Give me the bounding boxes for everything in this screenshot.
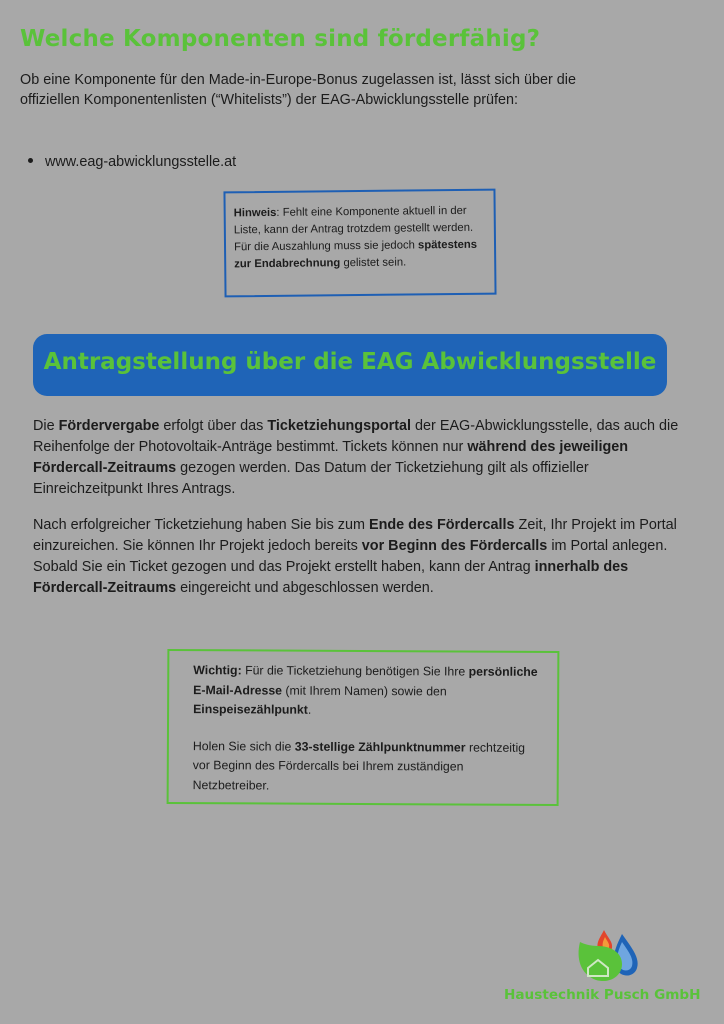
page-heading: Welche Komponenten sind förderfähig? [20,26,541,52]
important-box [167,649,560,806]
banner-title: Antragstellung über die EAG Abwicklungsstelle [43,349,657,375]
bullet-icon [28,158,33,163]
important-label: Wichtig: [193,663,242,678]
hint-box [223,189,496,298]
hint-label: Hinweis [233,206,277,220]
hint-text: Hinweis: Fehlt eine Komponente aktuell in der Liste, kann der Antrag trotzdem gestellt werden. Für die Auszahlung muss sie jedoch spätestens zur Endabrechnung gelistet sein. [233,204,478,271]
intro-text: Ob eine Komponente für den Made-in-Europe-Bonus zugelassen ist, lässt sich über die offiziellen Komponentenlisten (“Whitelists”) der EAG-Abwicklungsstelle prüfen: [20,72,576,108]
paragraph-fördervergabe: Die Fördervergabe erfolgt über das Ticketziehungsportal der EAG-Abwicklungsstelle, das auch die Reihenfolge der Photovoltaik-Anträge bestimmt. Tickets können nur während des jeweiligen Fördercall-Zeitraums gezogen werden. Das Datum der Ticketziehung gilt als offizieller Einreichzeitpunkt Ihres Antrags. [33,418,679,497]
company-logo-icon [574,928,640,984]
section-banner [33,334,667,396]
link-list-item [28,152,236,172]
website-link[interactable]: www.eag-abwicklungsstelle.at [45,154,237,170]
paragraph-einreichung: Nach erfolgreicher Ticketziehung haben Sie bis zum Ende des Fördercalls Zeit, Ihr Projekt im Portal einzureichen. Sie können Ihr Projekt jedoch bereits vor Beginn des Fördercalls im Portal anlegen. Sobald Sie ein Ticket gezogen und das Projekt erstellt haben, kann der Antrag innerhalb des Fördercall-Zeitraums eingereicht und abgeschlossen werden. [33,517,677,596]
company-name: Haustechnik Pusch GmbH [504,987,701,1003]
important-text: Wichtig: Für die Ticketziehung benötigen Sie Ihre persönliche E-Mail-Adresse (mit Ihrem Namen) sowie den Einspeisezählpunkt. Holen Sie sich die 33-stellige Zählpunktnummer rechtzeitig vor Beginn des Fördercalls bei Ihrem zuständigen Netzbetreiber. [192,663,538,793]
